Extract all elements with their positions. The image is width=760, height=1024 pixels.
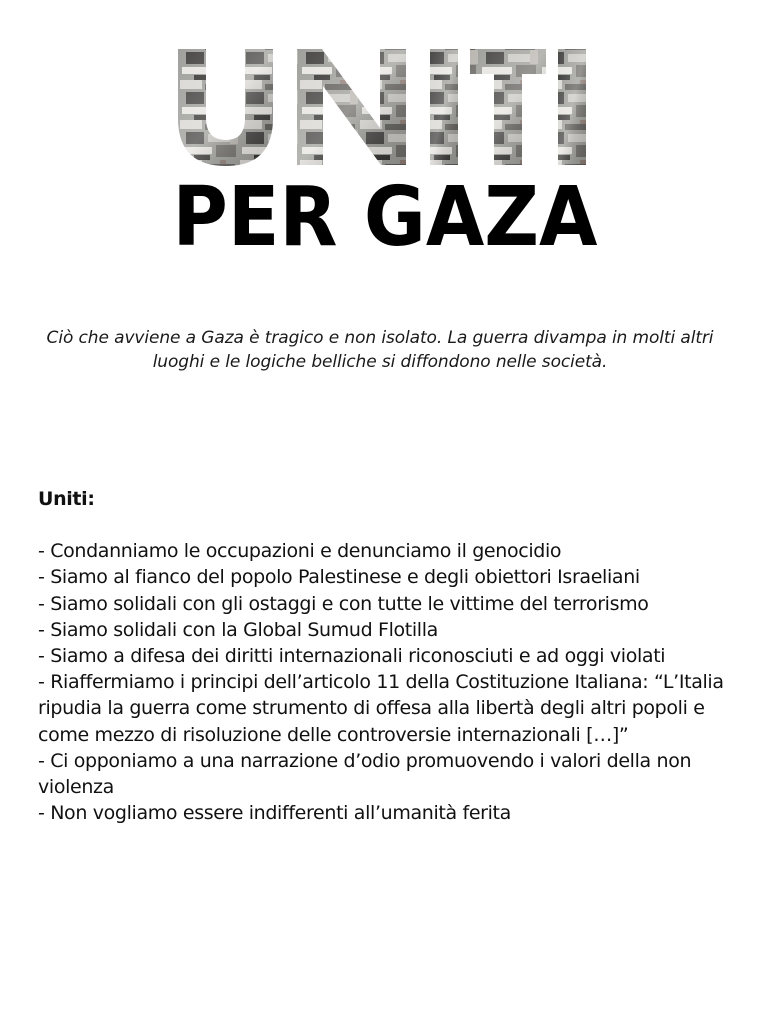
- list-item: - Riaffermiamo i principi dell’articolo 11 della Costituzione Italiana: “L’Italia ripudia la guerra come strumento di offesa alla libertà degli altri popoli e come mezzo di risoluzione delle controversie internazionali […]”: [38, 671, 724, 746]
- list-item: - Condanniamo le occupazioni e denunciamo il genocidio: [38, 540, 562, 563]
- list-item: - Siamo al fianco del popolo Palestinese e degli obiettori Israeliani: [38, 566, 640, 589]
- list-item: - Ci opponiamo a una narrazione d’odio promuovendo i valori della non violenza: [38, 749, 692, 799]
- title-per-gaza: PER GAZA: [172, 170, 598, 260]
- list-item: - Siamo solidali con gli ostaggi e con tutte le vittime del terrorismo: [38, 592, 649, 615]
- title-graphic: [0, 0, 760, 260]
- title-uniti: [178, 49, 586, 166]
- manifesto: [38, 486, 728, 826]
- manifesto-list: [38, 538, 728, 826]
- list-item: - Siamo a difesa dei diritti internazionali riconosciuti e ad oggi violati: [38, 645, 666, 668]
- list-item: - Non vogliamo essere indifferenti all’umanità ferita: [38, 802, 511, 825]
- list-item: - Siamo solidali con la Global Sumud Flotilla: [38, 618, 438, 641]
- poster-header: [0, 0, 760, 260]
- manifesto-heading: Uniti:: [38, 488, 95, 510]
- tagline: Ciò che avviene a Gaza è tragico e non isolato. La guerra divampa in molti altri luoghi e le logiche belliche si diffondono nelle società.: [46, 328, 714, 372]
